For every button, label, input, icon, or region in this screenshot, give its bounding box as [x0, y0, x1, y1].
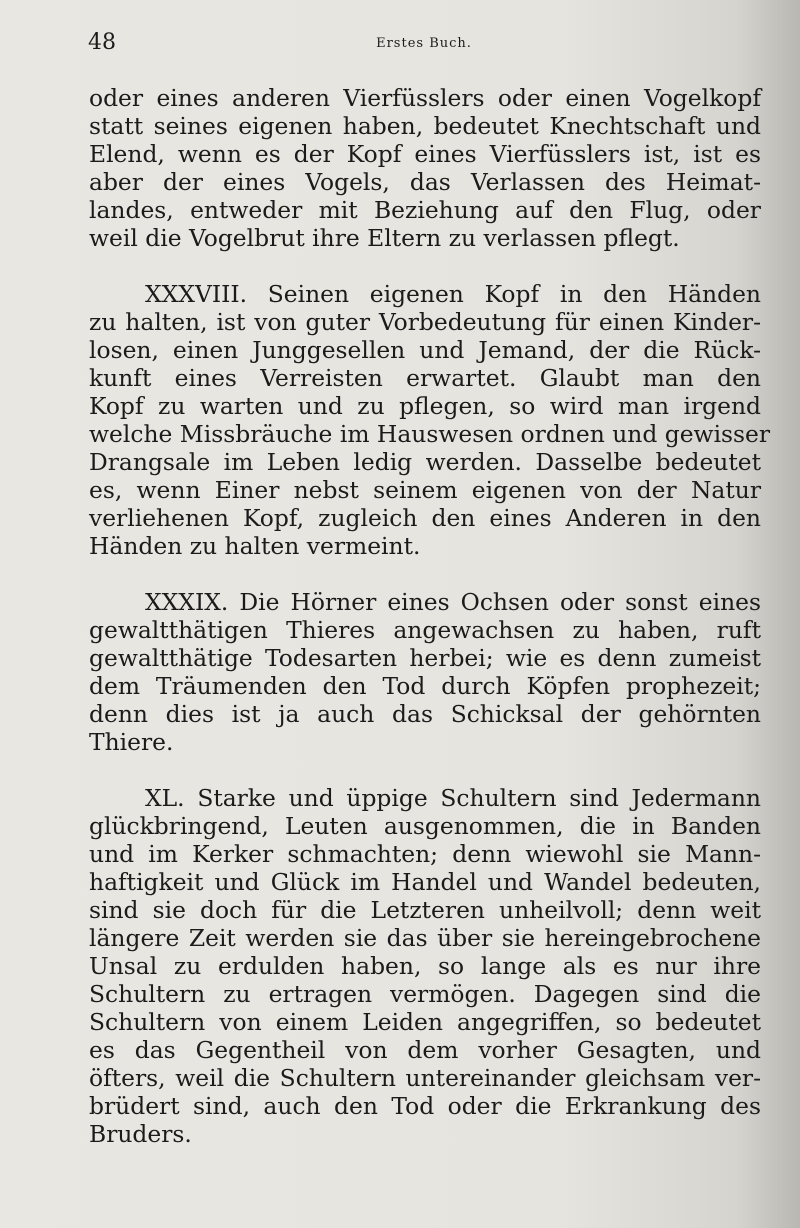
page-number: 48	[88, 30, 116, 55]
text-line: Drangsale im Leben ledig werden. Dasselbe bedeutet	[89, 448, 761, 476]
text-line: denn dies ist ja auch das Schicksal der gehörnten	[89, 700, 761, 728]
text-line: Schultern von einem Leiden angegriffen, so bedeutet	[89, 1008, 761, 1036]
text-line: losen, einen Junggesellen und Jemand, der die Rück-	[89, 336, 761, 364]
text-line: XL. Starke und üppige Schultern sind Jedermann	[145, 784, 761, 812]
text-line: haftigkeit und Glück im Handel und Wandel bedeuten,	[89, 868, 761, 896]
text-line: und im Kerker schmachten; denn wiewohl sie Mann-	[89, 840, 761, 868]
text-line: landes, entweder mit Beziehung auf den Flug, oder	[89, 196, 761, 224]
text-line: öfters, weil die Schultern untereinander gleichsam ver-	[89, 1064, 761, 1092]
text-line: längere Zeit werden sie das über sie hereingebrochene	[89, 924, 761, 952]
paragraph-xxxix	[89, 588, 761, 756]
text-line: Händen zu halten vermeint.	[89, 532, 421, 560]
body-text	[89, 84, 771, 1148]
text-line: es, wenn Einer nebst seinem eigenen von der Natur	[89, 476, 761, 504]
text-line: weil die Vogelbrut ihre Eltern zu verlassen pflegt.	[89, 224, 680, 252]
text-line: Schultern zu ertragen vermögen. Dagegen sind die	[89, 980, 761, 1008]
text-line: aber der eines Vogels, das Verlassen des Heimat-	[89, 168, 761, 196]
text-line: sind sie doch für die Letzteren unheilvoll; denn weit	[89, 896, 761, 924]
text-line: Elend, wenn es der Kopf eines Vierfüsslers ist, ist es	[89, 140, 761, 168]
text-line: XXXVIII. Seinen eigenen Kopf in den Händen	[145, 280, 761, 308]
text-line: brüdert sind, auch den Tod oder die Erkrankung des	[89, 1092, 761, 1120]
text-line: Thiere.	[89, 728, 174, 756]
text-line: gewaltthätigen Thieres angewachsen zu haben, ruft	[89, 616, 761, 644]
text-line: zu halten, ist von guter Vorbedeutung für einen Kinder-	[89, 308, 761, 336]
paragraph-xxxviii	[89, 280, 771, 560]
text-line: glückbringend, Leuten ausgenommen, die in Banden	[89, 812, 761, 840]
text-line: Bruders.	[89, 1120, 192, 1148]
running-head	[88, 30, 760, 60]
paragraph-xl	[89, 784, 761, 1148]
text-line: statt seines eigenen haben, bedeutet Knechtschaft und	[89, 112, 761, 140]
text-line: oder eines anderen Vierfüsslers oder einen Vogelkopf	[89, 84, 761, 112]
text-line: gewaltthätige Todesarten herbei; wie es denn zumeist	[89, 644, 761, 672]
text-line: welche Missbräuche im Hauswesen ordnen und gewisser	[89, 420, 771, 448]
running-title: Erstes Buch.	[376, 36, 472, 51]
paragraph-1	[89, 84, 761, 252]
text-line: Kopf zu warten und zu pflegen, so wird man irgend	[89, 392, 761, 420]
text-line: verliehenen Kopf, zugleich den eines Anderen in den	[89, 504, 761, 532]
text-line: dem Träumenden den Tod durch Köpfen prophezeit;	[89, 672, 761, 700]
text-line: XXXIX. Die Hörner eines Ochsen oder sonst eines	[145, 588, 761, 616]
text-line: kunft eines Verreisten erwartet. Glaubt man den	[89, 364, 761, 392]
text-line: Unsal zu erdulden haben, so lange als es nur ihre	[89, 952, 761, 980]
text-line: es das Gegentheil von dem vorher Gesagten, und	[89, 1036, 761, 1064]
